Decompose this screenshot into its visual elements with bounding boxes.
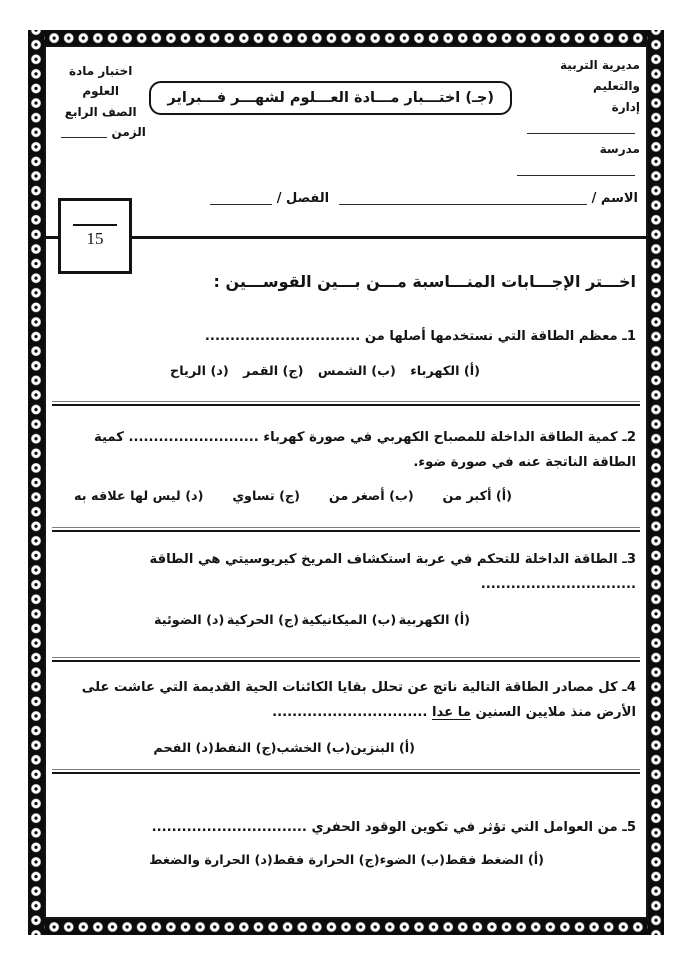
question-2-options (52, 489, 640, 504)
option-d: (د) الرياح (170, 364, 229, 380)
question-4-underlined: ما عدا (432, 704, 471, 720)
section-divider (52, 401, 640, 406)
grade-label: الصف الرابع (64, 104, 137, 119)
rosette-border-left-icon (28, 30, 44, 935)
time-line (52, 122, 149, 142)
question-1-number: 1ـ (622, 329, 636, 344)
name-blank-line (339, 192, 587, 204)
question-3-text (52, 548, 640, 597)
score-section (52, 212, 640, 270)
question-5-text (52, 816, 640, 840)
question-4-blank-dots: ............................... (272, 704, 428, 720)
section-divider (52, 769, 640, 774)
option-a: (أ) الكهرباء (410, 364, 480, 380)
option-a: (أ) الكهربية (398, 613, 470, 629)
header-right-block (512, 55, 640, 181)
option-c: (ج) النفط (213, 740, 277, 756)
header-left-block (52, 55, 149, 181)
question-4-number: 4ـ (622, 680, 636, 696)
option-a: (أ) الضغط فقط (444, 853, 544, 869)
exam-title: (جـ) اختـــبار مـــادة العـــلوم لشهـــر فـــبراير (149, 81, 512, 115)
question-3-body: الطاقة الداخلة للتحكم في عربة استكشاف المريخ كيريوسيتي هي الطاقة ............................... (149, 552, 636, 592)
question-3 (52, 548, 640, 628)
option-d: (د) ليس لها علاقه به (74, 489, 204, 505)
score-total: 15 (86, 228, 104, 248)
administration-blank-line (527, 123, 635, 134)
option-b: (ب) الشمس (317, 364, 396, 380)
question-2 (52, 426, 640, 504)
question-1-body: معظم الطاقة التي نستخدمها أصلها من ............................... (204, 329, 618, 344)
question-2-number: 2ـ (622, 430, 636, 446)
option-b: (ب) الضوء (379, 853, 445, 869)
option-a: (أ) أكبر من (442, 489, 512, 505)
section-divider (52, 657, 640, 662)
name-class-row (52, 191, 640, 206)
question-5-options (52, 853, 640, 868)
directorate-label: مديرية التربية والتعليم (560, 58, 640, 93)
time-label: الزمن (111, 125, 146, 140)
option-b: (ب) الميكانيكية (301, 613, 397, 629)
question-4-body: كل مصادر الطاقة التالية ناتج عن تحلل بقايا الكائنات الحية القديمة التي عاشت على الأرض منذ ملايين السنين (81, 680, 636, 720)
name-label: الاسم / (591, 191, 638, 206)
question-5-body: من العوامل التي تؤثر في تكوين الوقود الحفري ............................... (151, 819, 618, 835)
school-blank-line (517, 165, 635, 176)
option-d: (د) الحرارة والضغط (149, 853, 273, 869)
time-blank-line (61, 127, 107, 138)
question-1-text (52, 325, 640, 349)
question-5 (52, 816, 640, 868)
option-c: (ج) الحرارة فقط (272, 853, 380, 869)
option-b: (ب) الخشب (276, 740, 351, 756)
subject-label: اختبار مادة العلوم (69, 64, 133, 99)
decorative-frame (28, 30, 664, 935)
class-label: الفصل / (276, 191, 330, 206)
instruction-heading: اخـــتر الإجـــابات المنـــاسبة مـــن بـــين القوســـين : (213, 272, 636, 291)
option-c: (ج) الحركية (226, 613, 299, 629)
option-c: (ج) تساوي (232, 489, 301, 505)
question-3-number: 3ـ (622, 552, 636, 568)
school-label: مدرسة (599, 142, 640, 156)
option-b: (ب) أصغر من (328, 489, 414, 505)
question-2-text (52, 426, 640, 475)
option-d: (د) الفحم (153, 740, 214, 756)
question-4 (52, 676, 640, 756)
score-divider-line (44, 236, 648, 239)
score-blank-line (73, 224, 117, 226)
option-a: (أ) البنزين (350, 740, 415, 756)
question-3-options (52, 613, 640, 628)
score-box (58, 198, 132, 274)
question-4-text (52, 676, 640, 725)
administration-label: إدارة (611, 100, 640, 114)
option-c: (ج) القمر (243, 364, 304, 380)
rosette-border-bottom-icon (28, 919, 664, 935)
question-1 (52, 325, 640, 379)
administration-line (512, 97, 640, 139)
section-divider (52, 527, 640, 532)
option-d: (د) الضوئية (154, 613, 225, 629)
question-2-body: كمية الطاقة الداخلة للمصباح الكهربي في صورة كهرباء .......................... كمية الطاقة الناتجة عنه في صورة ضوء. (94, 430, 636, 470)
question-4-options (52, 741, 640, 756)
question-1-options (52, 364, 640, 379)
class-blank-line (210, 192, 272, 204)
header-center-block (149, 55, 512, 181)
rosette-border-top-icon (28, 30, 664, 45)
question-5-number: 5ـ (622, 819, 636, 835)
exam-header (52, 47, 640, 181)
school-line (512, 139, 640, 181)
rosette-border-right-icon (648, 30, 664, 935)
page-content (44, 45, 648, 919)
